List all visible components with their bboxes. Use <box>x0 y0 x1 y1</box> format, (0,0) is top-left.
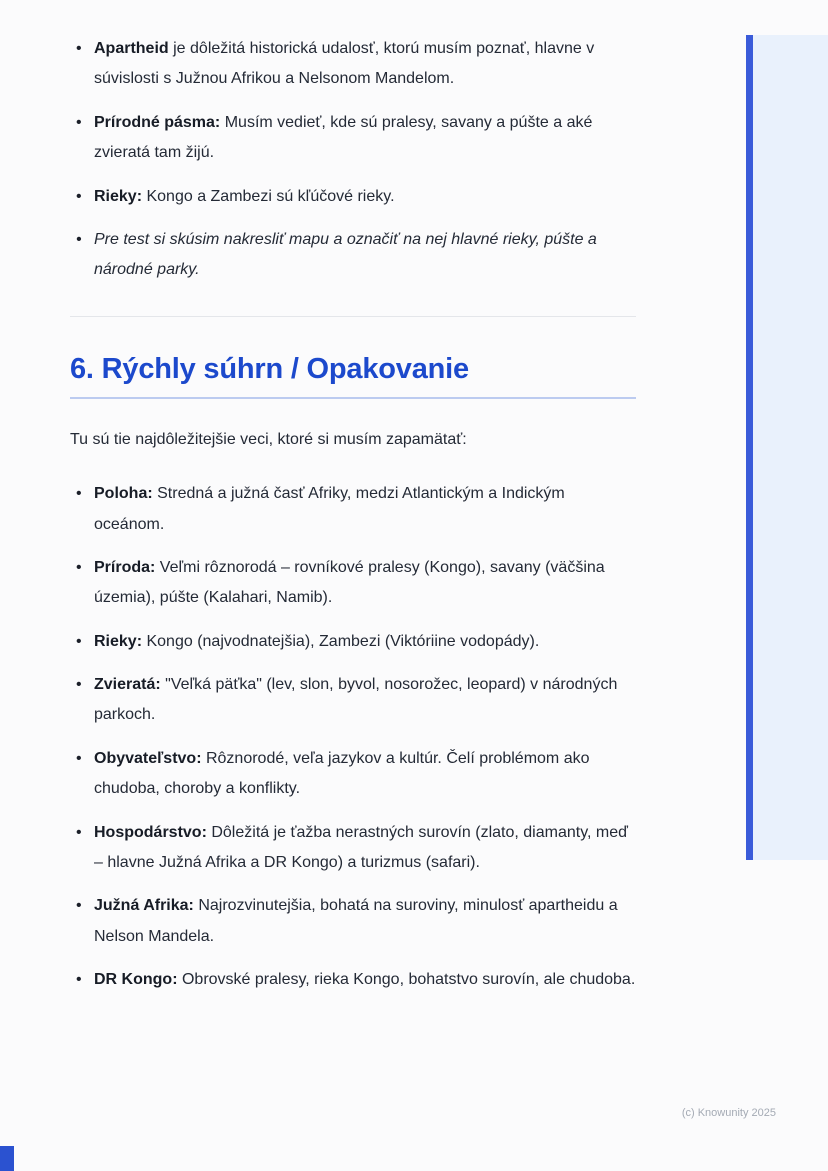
list-item <box>70 182 636 212</box>
bullet-text: Kongo (najvodnatejšia), Zambezi (Viktóriine vodopády). <box>142 632 540 650</box>
bullet-text: Pre test si skúsim nakresliť mapu a označiť na nej hlavné rieky, púšte a národné parky. <box>94 230 597 279</box>
list-item <box>70 34 636 95</box>
intro-bullet-list <box>70 34 636 286</box>
right-page-edge-panel <box>746 35 828 860</box>
bottom-left-accent <box>0 1146 14 1171</box>
bullet-text: Stredná a južná časť Afriky, medzi Atlantickým a Indickým oceánom. <box>94 485 565 533</box>
list-item <box>70 670 636 731</box>
list-item <box>70 108 636 169</box>
list-item <box>70 744 636 805</box>
bullet-text: Musím vedieť, kde sú pralesy, savany a púšte a aké zvieratá tam žijú. <box>94 113 593 162</box>
bullet-text: Kongo a Zambezi sú kľúčové rieky. <box>142 187 395 205</box>
bullet-text: Najrozvinutejšia, bohatá na suroviny, minulosť apartheidu a Nelson Mandela. <box>94 897 618 945</box>
bullet-text: Rôznorodé, veľa jazykov a kultúr. Čelí problémom ako chudoba, choroby a konflikty. <box>94 749 590 798</box>
bullet-label: Zvieratá: <box>94 676 161 694</box>
bullet-label: Poloha: <box>94 485 153 503</box>
list-item <box>70 891 636 952</box>
bullet-label: Príroda: <box>94 558 156 576</box>
bullet-label: Prírodné pásma: <box>94 113 221 131</box>
bullet-text: Dôležitá je ťažba nerastných surovín (zlato, diamanty, meď – hlavne Južná Afrika a DR Kongo) a turizmus (safari). <box>94 823 628 872</box>
list-item <box>70 225 636 286</box>
bullet-label: Hospodárstvo: <box>94 823 207 841</box>
bullet-text: Obrovské pralesy, rieka Kongo, bohatstvo surovín, ale chudoba. <box>177 971 636 989</box>
bullet-label: Apartheid <box>94 40 169 57</box>
section-lead: Tu sú tie najdôležitejšie veci, ktoré si musím zapamätať: <box>70 430 467 448</box>
list-item <box>70 818 636 879</box>
footer-credit: (c) Knowunity 2025 <box>681 1107 776 1119</box>
list-item <box>70 553 636 614</box>
bullet-text: je dôležitá historická udalosť, ktorú musím poznať, hlavne v súvislosti s Južnou Afrikou a Nelsonom Mandelom. <box>94 40 595 88</box>
bullet-label: Južná Afrika: <box>94 897 194 915</box>
bullet-label: Rieky: <box>94 632 143 650</box>
list-item <box>70 965 636 995</box>
list-item <box>70 479 636 540</box>
bullet-label: Rieky: <box>94 187 143 205</box>
section-heading: 6. Rýchly súhrn / Opakovanie <box>70 353 636 399</box>
bullet-text: "Veľká päťka" (lev, slon, byvol, nosorožec, leopard) v národných parkoch. <box>94 676 618 724</box>
section-divider <box>70 316 636 317</box>
summary-bullet-list <box>70 479 636 995</box>
bullet-text: Veľmi rôznorodá – rovníkové pralesy (Kongo), savany (väčšina územia), púšte (Kalahari, Namib). <box>94 558 605 607</box>
bullet-label: DR Kongo: <box>94 971 178 989</box>
bullet-label: Obyvateľstvo: <box>94 749 202 767</box>
note-content <box>70 34 636 1009</box>
list-item <box>70 627 636 657</box>
